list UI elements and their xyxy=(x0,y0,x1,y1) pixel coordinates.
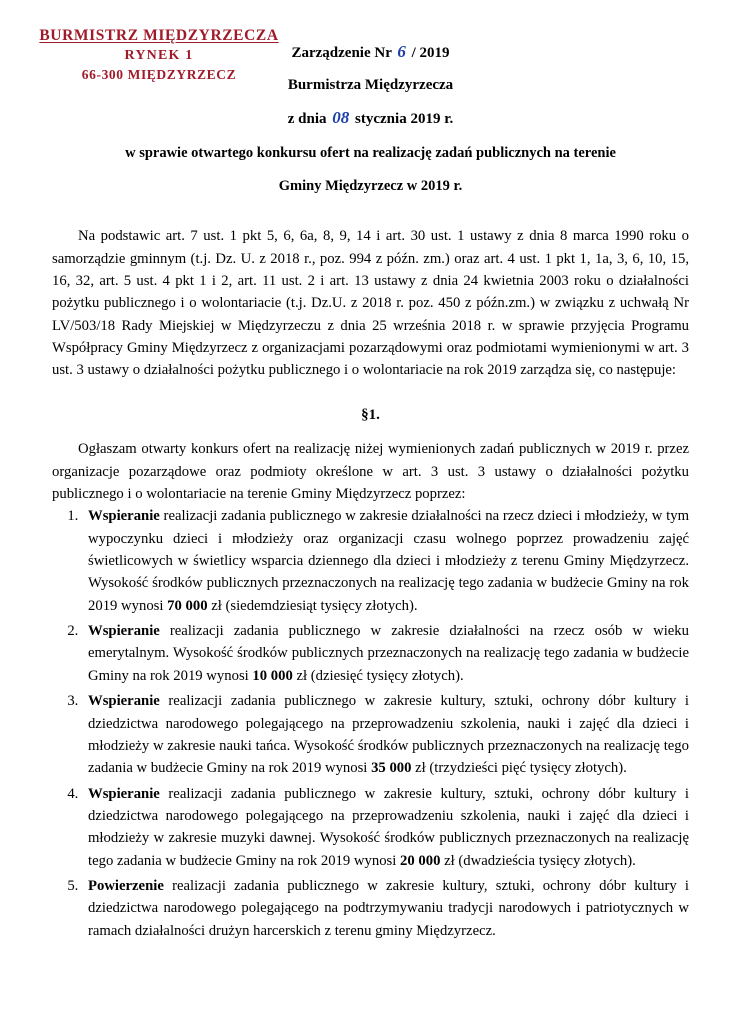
task-text-before: realizacji zadania publicznego w zakresie działalności na rzecz dzieci i młodzieży, w tym wypoczynku dzieci i młodzieży oraz organizacji czasu wolnego poprzez prowadzeniu zajęć świetlicowych w świetlicy wsparcia dziennego dla dzieci i młodzieży z terenu Gminy Międzyrzecz. Wysokość środków publicznych przeznaczonych na realizację tego zadania w budżecie Gminy na rok 2019 wynosi xyxy=(88,508,689,614)
list-item xyxy=(82,783,689,872)
task-amount: 35 000 xyxy=(371,760,412,777)
decree-number-handwritten: 6 xyxy=(397,42,406,61)
task-keyword: Wspieranie xyxy=(88,693,160,710)
decree-number-suffix: / 2019 xyxy=(411,45,450,61)
task-text-after: zł (dwadzieścia tysięcy złotych). xyxy=(440,852,636,869)
decree-subject-line-2: Gminy Międzyrzecz w 2019 r. xyxy=(278,177,463,194)
task-list xyxy=(52,505,689,942)
decree-number-prefix: Zarządzenie Nr xyxy=(291,45,392,61)
task-text-before: realizacji zadania publicznego w zakresie kultury, sztuki, ochrony dóbr kultury i dziedzictwa narodowego polegającego na podtrzymywaniu tradycji narodowych i patriotycznych w ramach działalności drużyn harcerskich z terenu gminy Międzyrzecz. xyxy=(88,877,689,939)
task-text-after: zł (dziesięć tysięcy złotych). xyxy=(292,667,464,684)
task-keyword: Wspieranie xyxy=(88,623,160,640)
decree-date-line xyxy=(52,108,689,128)
list-item xyxy=(82,620,689,687)
section-symbol: §1. xyxy=(361,406,380,423)
announcement-paragraph: Ogłaszam otwarty konkurs ofert na realizację niżej wymienionych zadań publicznych w 2019 r. przez organizacje pozarządowe oraz podmioty określone w art. 3 ust. 3 ustawy o działalności pożytku publicznego i o wolontariacie na terenie Gminy Międzyrzecz poprzez: xyxy=(52,441,689,503)
decree-subject-line-1: w sprawie otwartego konkursu ofert na realizację zadań publicznych na terenie xyxy=(125,144,616,161)
date-day-handwritten: 08 xyxy=(332,108,350,128)
task-text-before: realizacji zadania publicznego w zakresie działalności na rzecz osób w wieku emerytalnym. Wysokość środków publicznych przeznaczonych na realizację tego zadania w budżecie Gminy na rok 2019 wynosi xyxy=(88,623,689,684)
task-text-after: zł (trzydzieści pięć tysięcy złotych). xyxy=(411,760,627,777)
task-amount: 10 000 xyxy=(252,667,293,684)
task-amount: 70 000 xyxy=(167,597,208,614)
task-keyword: Wspieranie xyxy=(88,785,160,802)
letterhead-stamp xyxy=(34,26,284,84)
task-text-before: realizacji zadania publicznego w zakresie kultury, sztuki, ochrony dóbr kultury i dziedzictwa narodowego polegającego na przeprowadzeniu szkolenia, nauki i zajęć dla dzieci i młodzieży w zakresie nauki tańca. Wysokość środków publicznych przeznaczonych na realizację tego zadania w budżecie Gminy na rok 2019 wynosi xyxy=(88,693,689,777)
decree-issuer-line: Burmistrza Międzyrzecza xyxy=(287,77,454,94)
task-text-after: zł (siedemdziesiąt tysięcy złotych). xyxy=(207,597,418,614)
task-keyword: Powierzenie xyxy=(88,877,164,894)
task-amount: 20 000 xyxy=(400,852,441,869)
task-keyword: Wspieranie xyxy=(88,508,160,525)
document-body xyxy=(52,225,689,942)
stamp-line-authority: BURMISTRZ MIĘDZYRZECZA xyxy=(39,27,279,44)
date-prefix: z dnia xyxy=(287,111,327,128)
date-suffix: stycznia 2019 r. xyxy=(355,111,454,128)
task-text-before: realizacji zadania publicznego w zakresie kultury, sztuki, ochrony dóbr kultury i dziedzictwa narodowego polegającego na przeprowadzeniu szkolenia, nauki i zajęć dla dzieci i młodzieży w zakresie muzyki dawnej. Wysokość środków publicznych przeznaczonych na realizację tego zadania w budżecie Gminy na rok 2019 wynosi xyxy=(88,785,689,869)
list-item xyxy=(82,690,689,779)
list-item xyxy=(82,505,689,617)
list-item xyxy=(82,875,689,942)
stamp-line-city: 66-300 MIĘDZYRZECZ xyxy=(81,66,237,82)
legal-basis-paragraph: Na podstawic art. 7 ust. 1 pkt 5, 6, 6a, 8, 9, 14 i art. 30 ust. 1 ustawy z dnia 8 marca 1990 roku o samorządzie gminnym (t.j. Dz. U. z 2018 r., poz. 994 z późn. zm.) oraz art. 4 ust. 1 pkt 1, 1a, 3, 6, 10, 15, 16, 32, art. 5 ust. 4 pkt 1 i 2, art. 11 ust. 2 i art. 13 ustawy z dnia 24 kwietnia 2003 roku o działalności pożytku publicznego i o wolontariacie (t.j. Dz.U. z 2018 r. poz. 450 z późn.zm.) w związku z uchwałą Nr LV/503/18 Rady Miejskiej w Międzyrzeczu z dnia 25 września 2018 r. w sprawie przyjęcia Programu Współpracy Gminy Międzyrzecz z organizacjami pozarządowymi oraz podmiotami wymienionymi w art. 3 ust. 3 ustawy o działalności pożytku publicznego i o wolontariacie na rok 2019 zarządza się, co następuje: xyxy=(52,228,689,379)
stamp-line-street: RYNEK 1 xyxy=(124,47,194,63)
